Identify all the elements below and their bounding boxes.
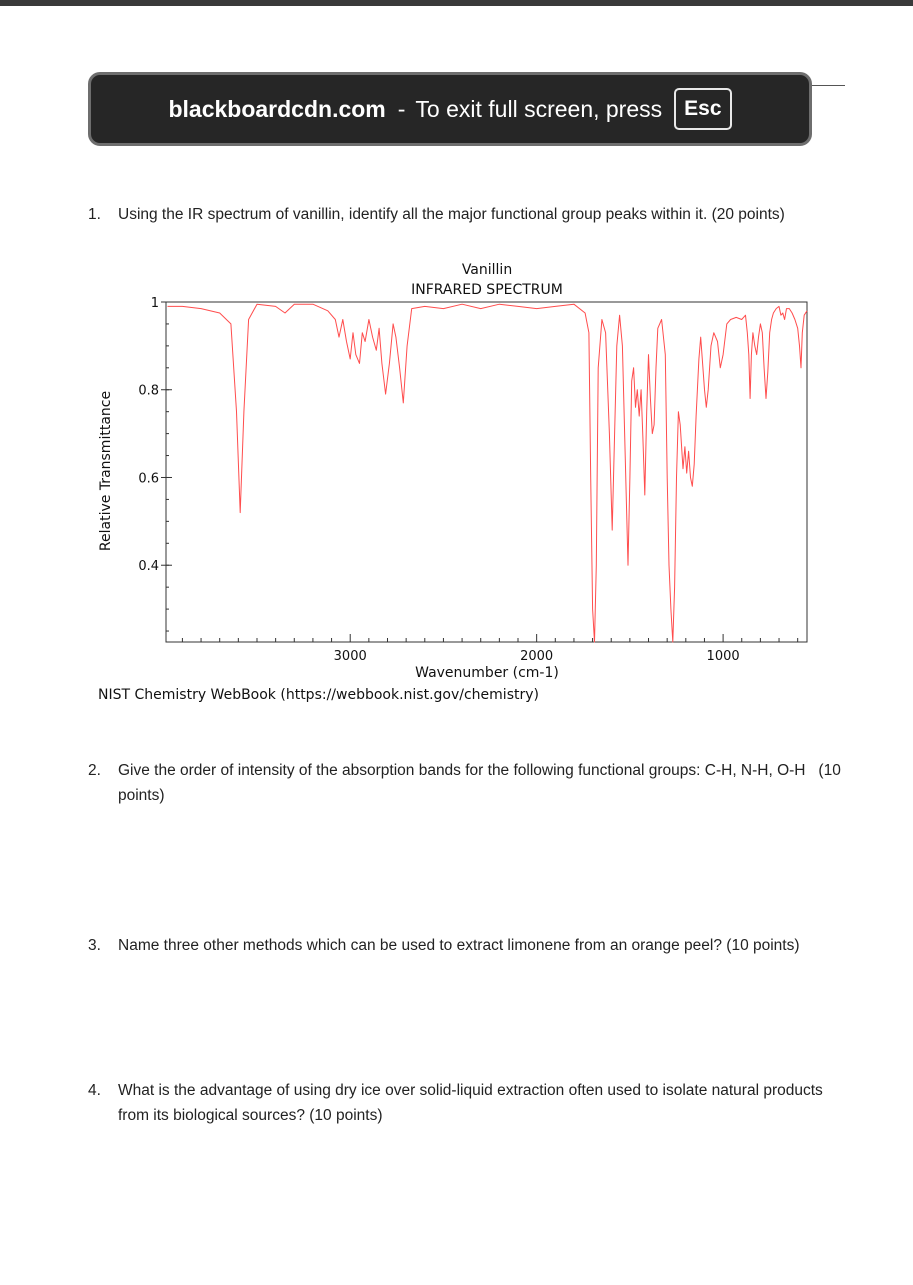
question-4-text: What is the advantage of using dry ice over solid-liquid extraction often used to isolate natural products from its biological sources? (10 points) xyxy=(118,1082,823,1124)
y-tick-label: 1 xyxy=(150,296,159,311)
y-tick-label: 0.8 xyxy=(138,383,159,399)
esc-key-badge[interactable]: Esc xyxy=(674,88,731,130)
question-1 xyxy=(88,202,848,227)
x-tick-label: 2000 xyxy=(520,649,554,664)
question-1-number: 1. xyxy=(88,206,101,223)
question-3-text: Name three other methods which can be used to extract limonene from an orange peel? (10 points) xyxy=(118,937,800,954)
question-2 xyxy=(88,758,848,808)
window-top-bar xyxy=(0,0,913,6)
x-tick-label: 3000 xyxy=(333,649,367,664)
question-1-text: Using the IR spectrum of vanillin, identify all the major functional group peaks within it. (20 points) xyxy=(118,206,785,223)
banner-message: To exit full screen, press xyxy=(415,95,663,122)
chart-source-note: NIST Chemistry WebBook (https://webbook.nist.gov/chemistry) xyxy=(98,687,539,703)
x-axis-label: Wavenumber (cm-1) xyxy=(415,665,559,681)
y-tick-label: 0.6 xyxy=(138,471,159,487)
question-2-number: 2. xyxy=(88,762,101,779)
spectrum-line xyxy=(168,304,808,642)
chart-subtitle: INFRARED SPECTRUM xyxy=(411,282,563,298)
question-4-number: 4. xyxy=(88,1082,101,1099)
question-3-number: 3. xyxy=(88,937,101,954)
question-2-text: Give the order of intensity of the absorption bands for the following functional groups: C-H, N-H, O-H (10 points) xyxy=(118,762,846,804)
y-tick-label: 0.4 xyxy=(138,559,159,575)
chart-title: Vanillin xyxy=(461,262,513,278)
axis-ticks xyxy=(138,296,797,664)
banner-underline-decoration xyxy=(812,85,845,86)
ir-spectrum-chart xyxy=(90,255,820,685)
fullscreen-exit-banner xyxy=(88,72,812,146)
question-4 xyxy=(88,1078,848,1128)
x-tick-label: 1000 xyxy=(706,649,740,664)
banner-domain: blackboardcdn.com xyxy=(168,95,386,122)
question-3 xyxy=(88,933,848,958)
banner-separator: - xyxy=(397,95,406,122)
y-axis-label: Relative Transmittance xyxy=(98,390,114,552)
